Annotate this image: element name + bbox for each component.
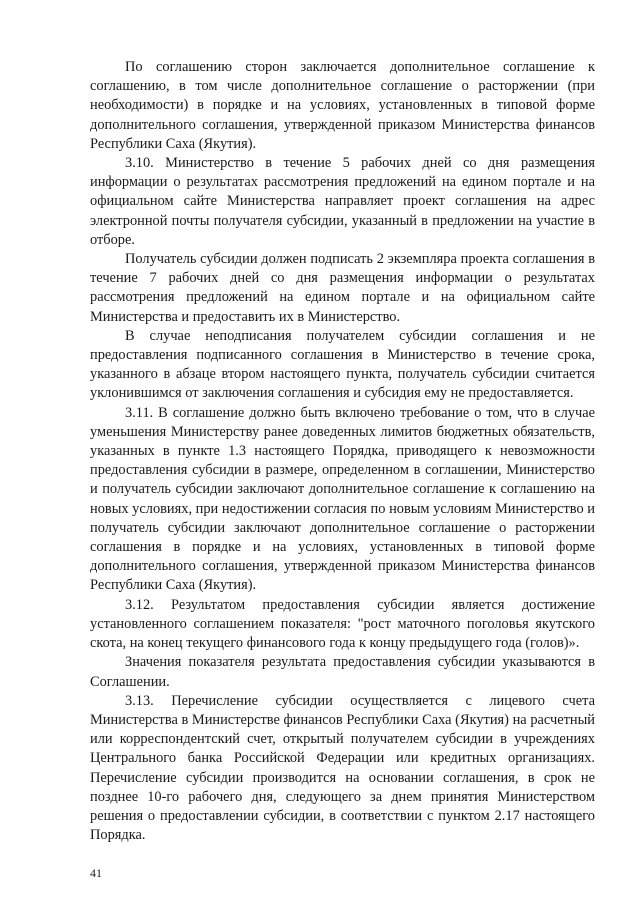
document-page <box>90 58 595 845</box>
paragraph-recipient-signing: Получатель субсидии должен подписать 2 экземпляра проекта соглашения в течение 7 рабочих дней со дня размещения информации о результатах рассмотрения предложений на едином портале и на официальном сайте Министерства и предоставить их в Министерство. <box>90 251 595 325</box>
paragraph-3-12: 3.12. Результатом предоставления субсидии является достижение установленного соглашением показателя: "рост маточного поголовья якутского скота, на конец текущего финансового года к концу предыдущего года (голов)». <box>90 596 595 652</box>
paragraph-additional-agreement: По соглашению сторон заключается дополнительное соглашение к соглашению, в том числе дополнительное соглашение о расторжении (при необходимости) в порядке и на условиях, установленных в типовой форме дополнительного соглашения, утвержденной приказом Министерства финансов Республики Саха (Якутия). <box>90 59 595 152</box>
paragraph-non-signing: В случае неподписания получателем субсидии соглашения и не предоставления подписанного соглашения в Министерство в течение срока, указанного в абзаце втором настоящего пункта, получатель субсидии считается уклонившимся от заключения соглашения и субсидия ему не предоставляется. <box>90 327 595 402</box>
paragraph-3-11: 3.11. В соглашение должно быть включено требование о том, что в случае уменьшения Министерству ранее доведенных лимитов бюджетных обязательств, указанных в пункте 1.3 настоящего Порядка, приводящего к невозможности предоставления субсидии в размере, определенном в соглашении, Министерство и получатель субсидии заключают дополнительное соглашение к соглашению на новых условиях, при недостижении согласия по новым условиям Министерство и получатель субсидии заключают дополнительное соглашение о расторжении соглашения в порядке и на условиях, установленных в типовой форме дополнительного соглашения, утвержденной приказом Министерства финансов Республики Саха (Якутия). <box>90 404 595 594</box>
paragraph-3-13: 3.13. Перечисление субсидии осуществляется с лицевого счета Министерства в Министерстве финансов Республики Саха (Якутия) на расчетный или корреспондентский счет, открытый получателем субсидии в учреждениях Центрального банка Российской Федерации или кредитных организациях. Перечисление субсидии производится на основании соглашения, в срок не позднее 10-го рабочего дня, следующего за днем принятия Министерством решения о предоставлении субсидии, в соответствии с пунктом 2.17 настоящего Порядка. <box>90 692 595 844</box>
page-number: 41 <box>90 866 102 880</box>
paragraph-3-10: 3.10. Министерство в течение 5 рабочих дней со дня размещения информации о результатах рассмотрения предложений на едином портале и на официальном сайте Министерства направляет проект соглашения на адрес электронной почты получателя субсидии, указанный в предложении на участие в отборе. <box>90 155 595 248</box>
paragraph-indicator-values: Значения показателя результата предоставления субсидии указываются в Соглашении. <box>90 654 595 690</box>
